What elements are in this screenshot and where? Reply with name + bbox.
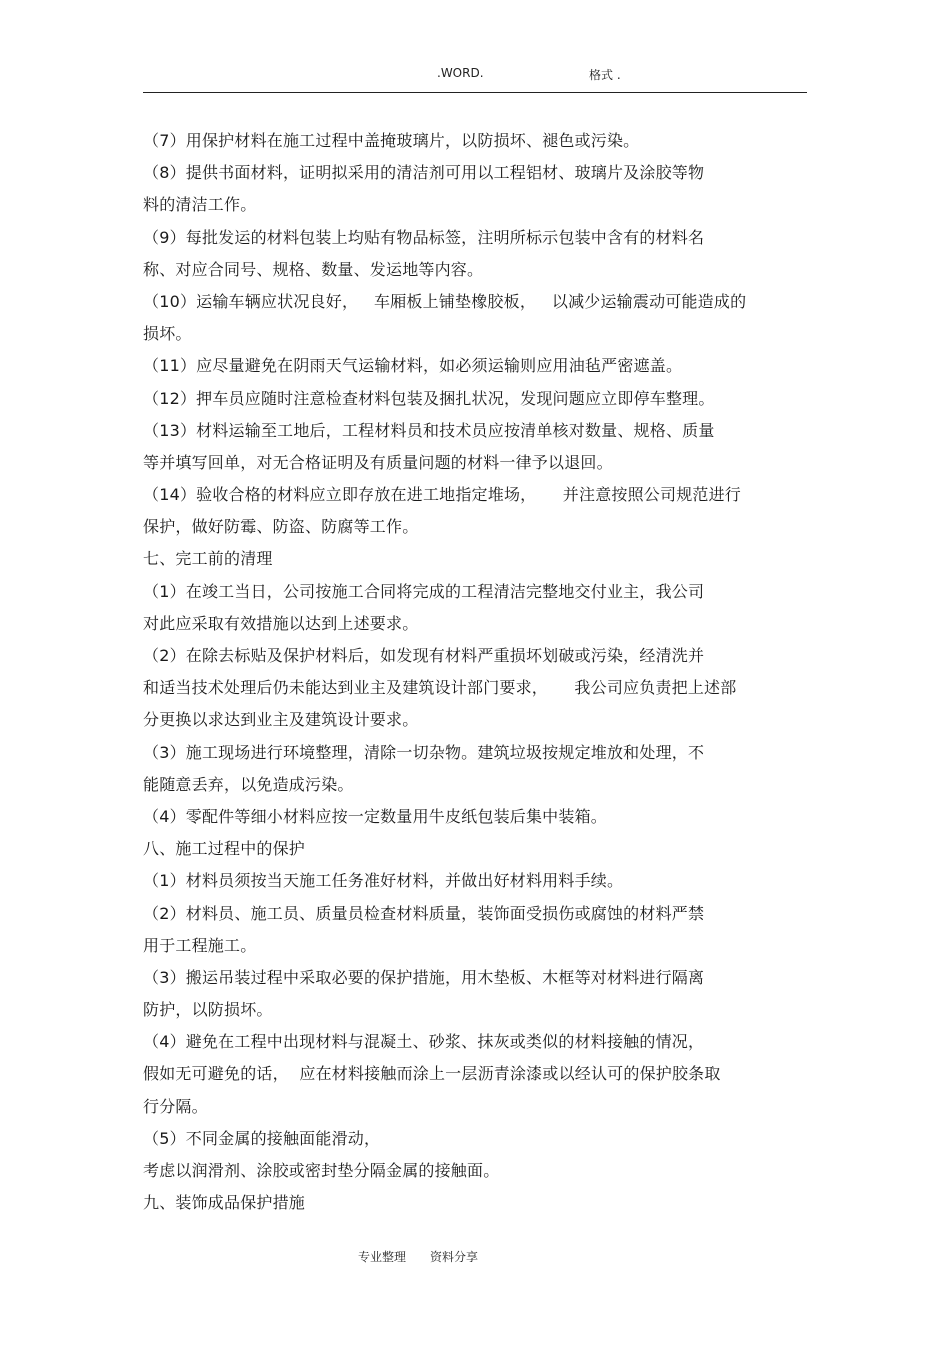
section-heading-7: 七、完工前的清理 [143, 549, 273, 569]
body-line: 用于工程施工。 [143, 935, 257, 955]
body-line: （2）材料员、施工员、质量员检查材料质量，装饰面受损伤或腐蚀的材料严禁 [143, 903, 705, 923]
body-line: 假如无可避免的话， 应在材料接触而涂上一层沥青涂漆或以经认可的保护胶条取 [143, 1064, 721, 1084]
footer-right-label: 资料分享 [430, 1250, 479, 1264]
body-line: 和适当技术处理后仍未能达到业主及建筑设计部门要求， 我公司应负责把上述部 [143, 678, 737, 698]
section-heading-9: 九、装饰成品保护措施 [143, 1193, 306, 1213]
body-line: （7）用保护材料在施工过程中盖掩玻璃片，以防损坏、褪色或污染。 [143, 131, 640, 150]
body-line: 防护，以防损坏。 [143, 1000, 273, 1020]
body-line: （9）每批发运的材料包装上均贴有物品标签，注明所标示包装中含有的材料名 [143, 227, 705, 247]
body-line: （2）在除去标贴及保护材料后，如发现有材料严重损坏划破或污染，经清洗并 [143, 646, 705, 665]
body-line: 称、对应合同号、规格、数量、发运地等内容。 [143, 259, 484, 279]
body-line: 能随意丢弃，以免造成污染。 [143, 774, 354, 794]
body-line: 考虑以润滑剂、涂胶或密封垫分隔金属的接触面。 [143, 1161, 500, 1180]
body-line: （5）不同金属的接触面能滑动， [143, 1128, 381, 1148]
body-line: 保护，做好防霉、防盗、防腐等工作。 [143, 517, 419, 537]
body-line: （4）零配件等细小材料应按一定数量用牛皮纸包装后集中装箱。 [143, 806, 607, 826]
document-body [143, 125, 807, 1219]
header-format-label: 格式 . [589, 68, 621, 82]
body-line: （12）押车员应随时注意检查材料包装及捆扎状况，发现问题应立即停车整理。 [143, 388, 715, 408]
footer-left-label: 专业整理 [358, 1250, 407, 1264]
body-line: （1）在竣工当日，公司按施工合同将完成的工程清洁完整地交付业主，我公司 [143, 581, 705, 601]
body-line: （14）验收合格的材料应立即存放在进工地指定堆场， 并注意按照公司规范进行 [143, 485, 741, 505]
body-line: 等并填写回单，对无合格证明及有质量问题的材料一律予以退回。 [143, 452, 613, 472]
body-line: 料的清洁工作。 [143, 195, 257, 215]
page-header [143, 60, 807, 93]
body-line: 对此应采取有效措施以达到上述要求。 [143, 613, 419, 633]
body-line: 损坏。 [143, 324, 192, 344]
body-line: （3）施工现场进行环境整理，清除一切杂物。建筑垃圾按规定堆放和处理，不 [143, 742, 705, 762]
body-line: （1）材料员须按当天施工任务准好材料，并做出好材料用料手续。 [143, 871, 624, 891]
body-line: （4）避免在工程中出现材料与混凝土、砂浆、抹灰或类似的材料接触的情况， [143, 1032, 705, 1052]
body-line: （11）应尽量避免在阴雨天气运输材料，如必须运输则应用油毡严密遮盖。 [143, 356, 683, 376]
body-line: （13）材料运输至工地后，工程材料员和技术员应按清单核对数量、规格、质量 [143, 420, 715, 440]
body-line: 行分隔。 [143, 1096, 208, 1116]
header-word-label: .WORD. [437, 66, 484, 80]
body-line: （10）运输车辆应状况良好， 车厢板上铺垫橡胶板， 以减少运输震动可能造成的 [143, 291, 747, 311]
body-line: （3）搬运吊装过程中采取必要的保护措施，用木垫板、木框等对材料进行隔离 [143, 967, 705, 987]
body-line: 分更换以求达到业主及建筑设计要求。 [143, 710, 419, 730]
body-line: （8）提供书面材料，证明拟采用的清洁剂可用以工程铝材、玻璃片及涂胶等物 [143, 163, 705, 183]
section-heading-8: 八、施工过程中的保护 [143, 839, 306, 859]
